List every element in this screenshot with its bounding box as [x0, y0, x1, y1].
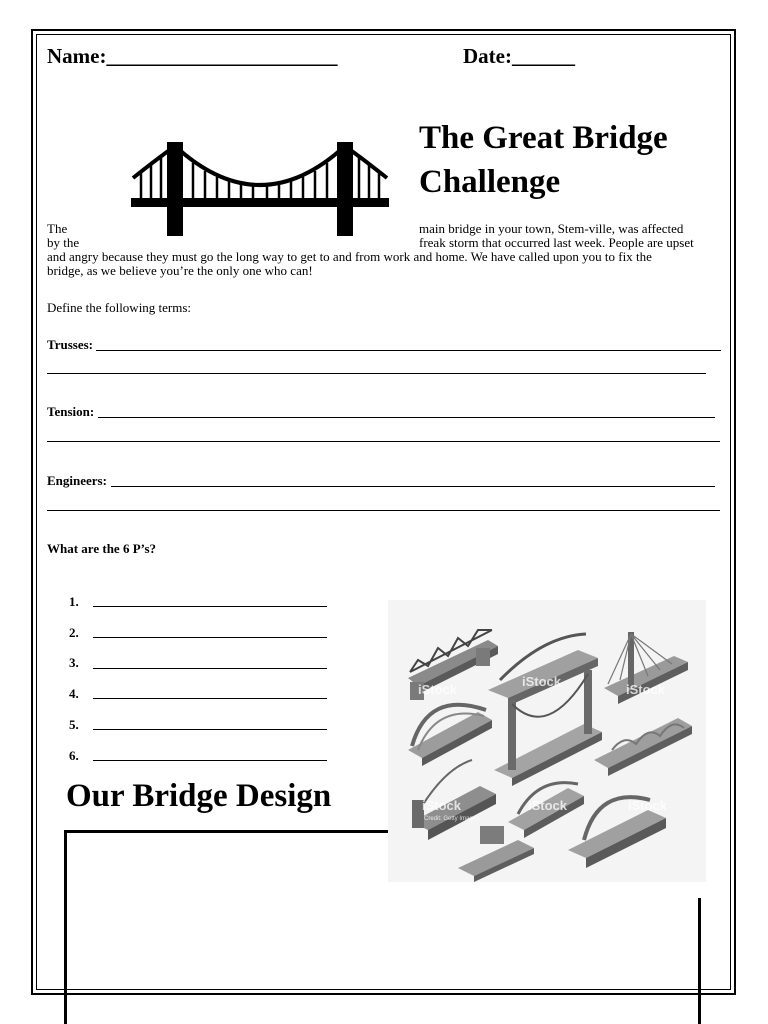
trusses-answer-line-1[interactable] [96, 350, 721, 351]
image-credit: Credit: Getty Images [424, 816, 480, 822]
answer-line-5[interactable] [93, 729, 327, 730]
page-title [419, 116, 719, 204]
list-number-1: 1. [69, 594, 79, 609]
answer-line-1[interactable] [93, 606, 327, 607]
watermark-3: iStock [626, 682, 666, 697]
list-number-3: 3. [69, 655, 79, 670]
answer-line-4[interactable] [93, 698, 327, 699]
list-number-6: 6. [69, 748, 79, 763]
watermark-5: iStock [528, 798, 568, 813]
intro-line-1-left: The [47, 221, 68, 236]
watermark-2: iStock [522, 674, 562, 689]
suspension-bridge-icon [131, 138, 389, 238]
tension-answer-line-1[interactable] [98, 417, 715, 418]
intro-line-4: bridge, as we believe you’re the only one who can! [47, 263, 313, 278]
watermark-1: iStock [418, 682, 458, 697]
answer-line-2[interactable] [93, 637, 327, 638]
define-prompt: Define the following terms: [47, 300, 192, 315]
design-box-right-border [698, 898, 701, 1024]
list-number-4: 4. [69, 686, 79, 701]
design-box-top-border [64, 830, 389, 833]
intro-line-2-left: by the [47, 235, 80, 250]
list-number-2: 2. [69, 625, 79, 640]
term-tension-label: Tension: [47, 404, 95, 419]
name-field[interactable]: Name:______________________ [47, 44, 338, 68]
answer-line-6[interactable] [93, 760, 327, 761]
trusses-answer-line-2[interactable] [47, 373, 706, 374]
engineers-answer-line-1[interactable] [111, 486, 715, 487]
term-engineers-label: Engineers: [47, 473, 107, 488]
date-field[interactable]: Date:______ [463, 44, 575, 68]
list-number-5: 5. [69, 717, 79, 732]
answer-line-3[interactable] [93, 668, 327, 669]
intro-line-1-right: main bridge in your town, Stem-ville, was affected [419, 221, 684, 236]
tension-answer-line-2[interactable] [47, 441, 720, 442]
title-line-2: Challenge [419, 164, 561, 200]
six-ps-question: What are the 6 P’s? [47, 541, 157, 556]
watermark-6: iStock [628, 798, 668, 813]
bridge-types-image [388, 600, 706, 882]
title-line-1: The Great Bridge [419, 120, 668, 156]
term-trusses-label: Trusses: [47, 337, 93, 352]
engineers-answer-line-2[interactable] [47, 510, 720, 511]
design-box-left-border [64, 830, 67, 1024]
intro-line-2-right: freak storm that occurred last week. People are upset [419, 235, 694, 250]
watermark-4: iStock [422, 798, 462, 813]
design-section-title: Our Bridge Design [66, 778, 332, 814]
intro-line-3: and angry because they must go the long way to get to and from work and home. We have called upon you to fix the [47, 249, 652, 264]
